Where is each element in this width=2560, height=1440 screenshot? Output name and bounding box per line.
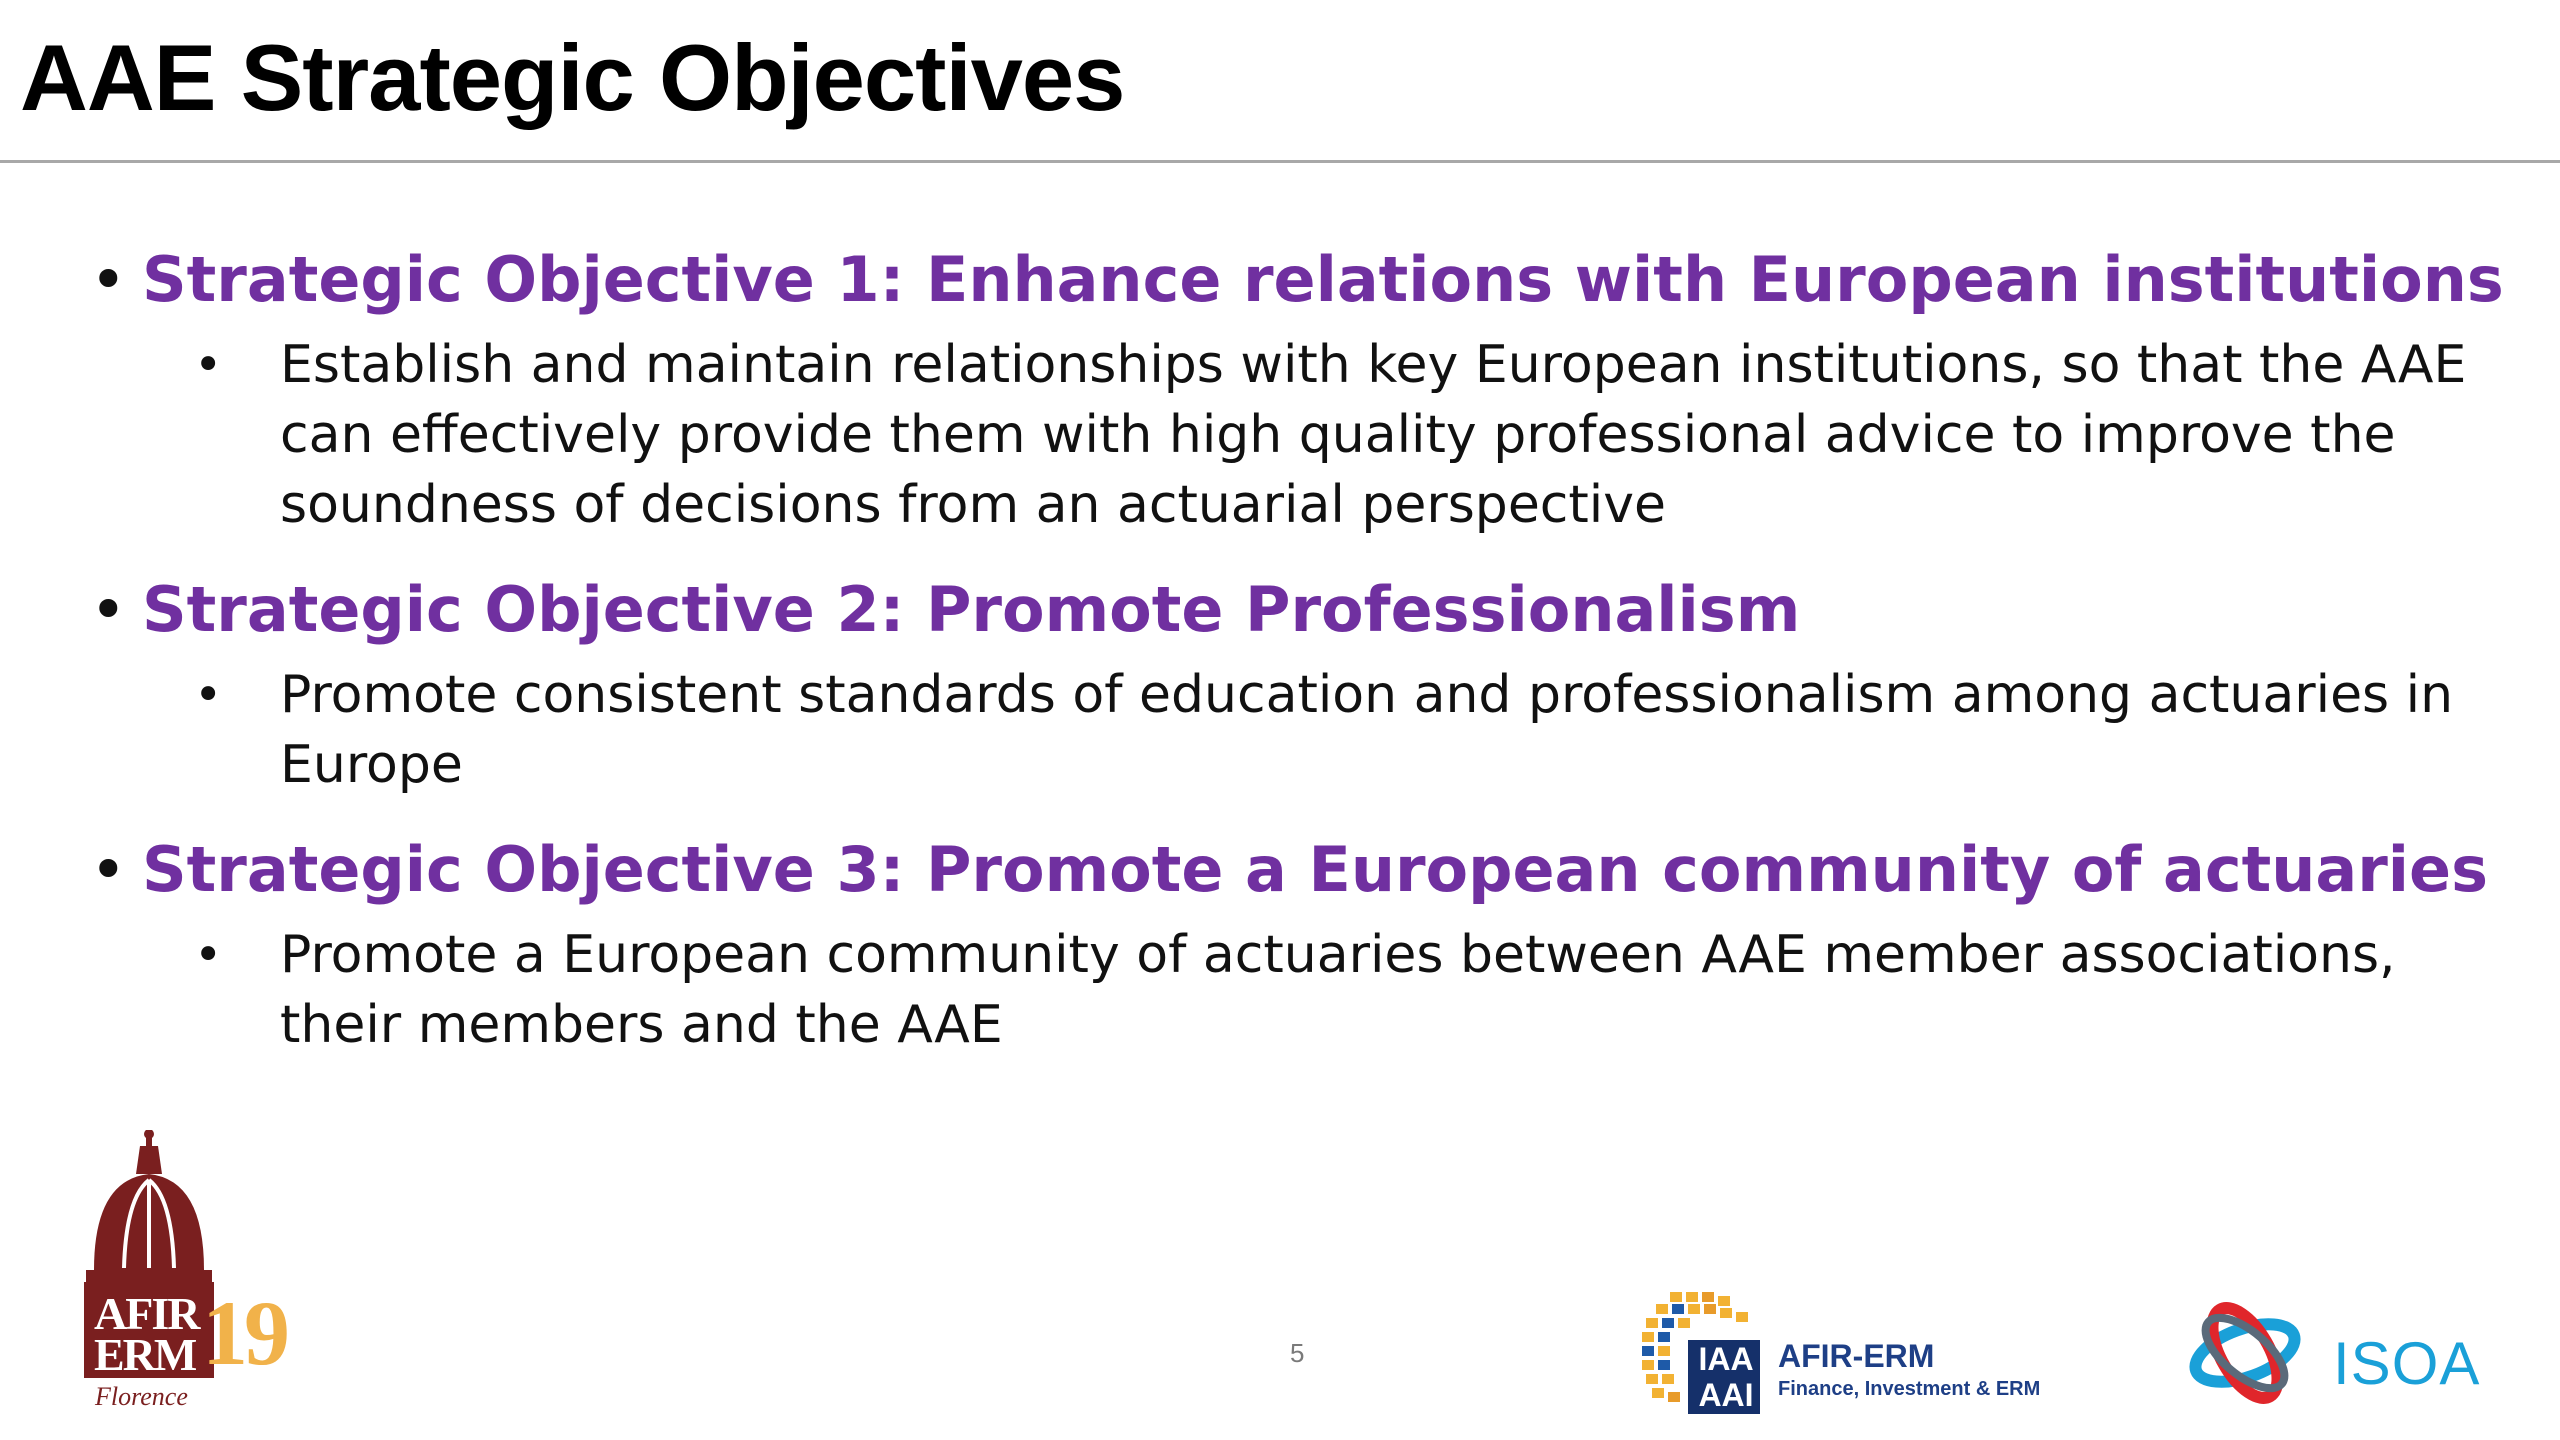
objective-description — [194, 920, 2490, 1060]
bullet-icon: • — [194, 927, 223, 983]
objective-heading — [90, 560, 2490, 660]
objective-item — [90, 230, 2504, 540]
objective-description — [194, 330, 2490, 540]
bullet-icon: • — [90, 833, 127, 906]
bullet-icon: • — [194, 667, 223, 723]
page-number: 5 — [1290, 1338, 1305, 1368]
objective-heading-text: Strategic Objective 2: Promote Professionalism — [142, 573, 1801, 646]
isoa-rings-icon — [2185, 1295, 2315, 1415]
objectives-list — [90, 230, 2504, 1080]
objective-description-text: Promote a European community of actuaries between AAE member associations, their members and the AAE — [280, 925, 2396, 1055]
objective-description-text: Establish and maintain relationships with key European institutions, so that the AAE can effectively provide them with high quality professional advice to improve the soundness of decisions from an actuarial perspective — [280, 335, 2467, 535]
objective-heading — [90, 820, 2490, 920]
iaa-afir-erm-logo — [1640, 1290, 2041, 1413]
isoa-text: ISOA — [2333, 1330, 2481, 1397]
logo-erm-text: ERM — [94, 1329, 196, 1380]
afir-erm-subtitle: Finance, Investment & ERM — [1778, 1378, 2041, 1400]
objective-description-text: Promote consistent standards of education and professionalism among actuaries in Europe — [280, 665, 2454, 795]
objective-description — [194, 660, 2490, 800]
slide-title: AAE Strategic Objectives — [20, 25, 1125, 130]
iaa-text: IAA — [1698, 1341, 1754, 1377]
logo-afir-text: AFIR — [94, 1288, 199, 1339]
logo-year-text: 19 — [202, 1282, 286, 1384]
afir-erm-text: AFIR-ERM — [1778, 1338, 1935, 1374]
isoa-logo — [2185, 1295, 2481, 1415]
objective-heading-text: Strategic Objective 3: Promote a European community of actuaries — [142, 833, 2488, 906]
objective-item — [90, 820, 2490, 1060]
aai-text: AAI — [1698, 1377, 1754, 1413]
objective-item — [90, 560, 2490, 800]
objective-heading — [90, 230, 2504, 330]
title-divider — [0, 160, 2560, 163]
bullet-icon: • — [90, 573, 127, 646]
objective-heading-text: Strategic Objective 1: Enhance relations with European institutions — [142, 243, 2504, 316]
bullet-icon: • — [90, 243, 127, 316]
logo-city-text: Florence — [95, 1382, 188, 1411]
afir-erm-florence-logo — [80, 1130, 300, 1420]
bullet-icon: • — [194, 337, 223, 393]
